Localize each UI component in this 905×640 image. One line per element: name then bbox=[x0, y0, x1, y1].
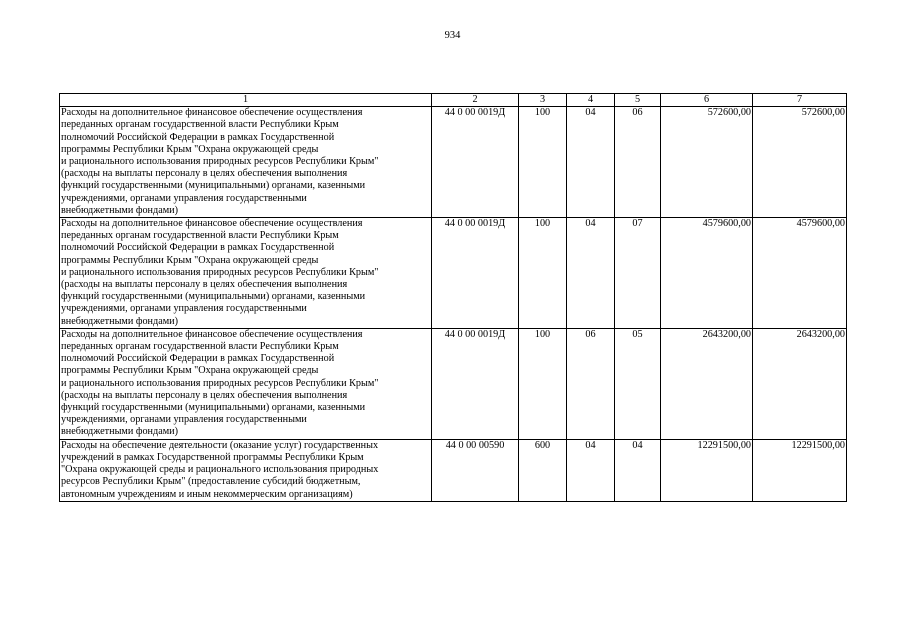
section-code: 04 bbox=[567, 107, 615, 218]
amount-col7: 2643200,00 bbox=[753, 328, 847, 439]
expense-type-code: 100 bbox=[519, 328, 567, 439]
section-code: 04 bbox=[567, 218, 615, 329]
subsection-code: 04 bbox=[615, 439, 661, 501]
table-row bbox=[60, 218, 847, 329]
expense-description: Расходы на дополнительное финансовое обеспечение осуществления переданных органам государственной власти Республики Крым полномочий Российской Федерации в рамках Государственной программы Республики Крым "Охрана окружающей среды и рационального использования природных ресурсов Республики Крым" (расходы на выплаты персоналу в целях обеспечения выполнения функций государственными (муниципальными) органами, казенными учреждениями, органами управления государственными внебюджетными фондами) bbox=[60, 218, 432, 329]
expense-description: Расходы на дополнительное финансовое обеспечение осуществления переданных органам государственной власти Республики Крым полномочий Российской Федерации в рамках Государственной программы Республики Крым "Охрана окружающей среды и рационального использования природных ресурсов Республики Крым" (расходы на выплаты персоналу в целях обеспечения выполнения функций государственными (муниципальными) органами, казенными учреждениями, органами управления государственными внебюджетными фондами) bbox=[60, 328, 432, 439]
program-code: 44 0 00 0019Д bbox=[432, 328, 519, 439]
expense-description: Расходы на обеспечение деятельности (оказание услуг) государственных учреждений в рамках Государственной программы Республики Крым "Охрана окружающей среды и рационального использования природных ресурсов Республики Крым" (предоставление субсидий бюджетным, автономным учреждениям и иным некоммерческим организациям) bbox=[60, 439, 432, 501]
expense-description: Расходы на дополнительное финансовое обеспечение осуществления переданных органам государственной власти Республики Крым полномочий Российской Федерации в рамках Государственной программы Республики Крым "Охрана окружающей среды и рационального использования природных ресурсов Республики Крым" (расходы на выплаты персоналу в целях обеспечения выполнения функций государственными (муниципальными) органами, казенными учреждениями, органами управления государственными внебюджетными фондами) bbox=[60, 107, 432, 218]
page-number: 934 bbox=[444, 30, 461, 41]
column-header: 6 bbox=[661, 94, 753, 107]
amount-col6: 572600,00 bbox=[661, 107, 753, 218]
column-header: 2 bbox=[432, 94, 519, 107]
column-header: 4 bbox=[567, 94, 615, 107]
table-row bbox=[60, 439, 847, 501]
amount-col7: 4579600,00 bbox=[753, 218, 847, 329]
expense-type-code: 600 bbox=[519, 439, 567, 501]
amount-col6: 2643200,00 bbox=[661, 328, 753, 439]
subsection-code: 05 bbox=[615, 328, 661, 439]
section-code: 06 bbox=[567, 328, 615, 439]
program-code: 44 0 00 0019Д bbox=[432, 107, 519, 218]
expense-type-code: 100 bbox=[519, 218, 567, 329]
amount-col6: 4579600,00 bbox=[661, 218, 753, 329]
subsection-code: 07 bbox=[615, 218, 661, 329]
column-header: 5 bbox=[615, 94, 661, 107]
amount-col7: 12291500,00 bbox=[753, 439, 847, 501]
expense-type-code: 100 bbox=[519, 107, 567, 218]
column-header: 7 bbox=[753, 94, 847, 107]
table-header-row bbox=[60, 94, 847, 107]
program-code: 44 0 00 00590 bbox=[432, 439, 519, 501]
amount-col7: 572600,00 bbox=[753, 107, 847, 218]
column-header: 1 bbox=[60, 94, 432, 107]
section-code: 04 bbox=[567, 439, 615, 501]
table-row bbox=[60, 107, 847, 218]
subsection-code: 06 bbox=[615, 107, 661, 218]
column-header: 3 bbox=[519, 94, 567, 107]
program-code: 44 0 00 0019Д bbox=[432, 218, 519, 329]
amount-col6: 12291500,00 bbox=[661, 439, 753, 501]
budget-table bbox=[59, 93, 847, 502]
table-row bbox=[60, 328, 847, 439]
